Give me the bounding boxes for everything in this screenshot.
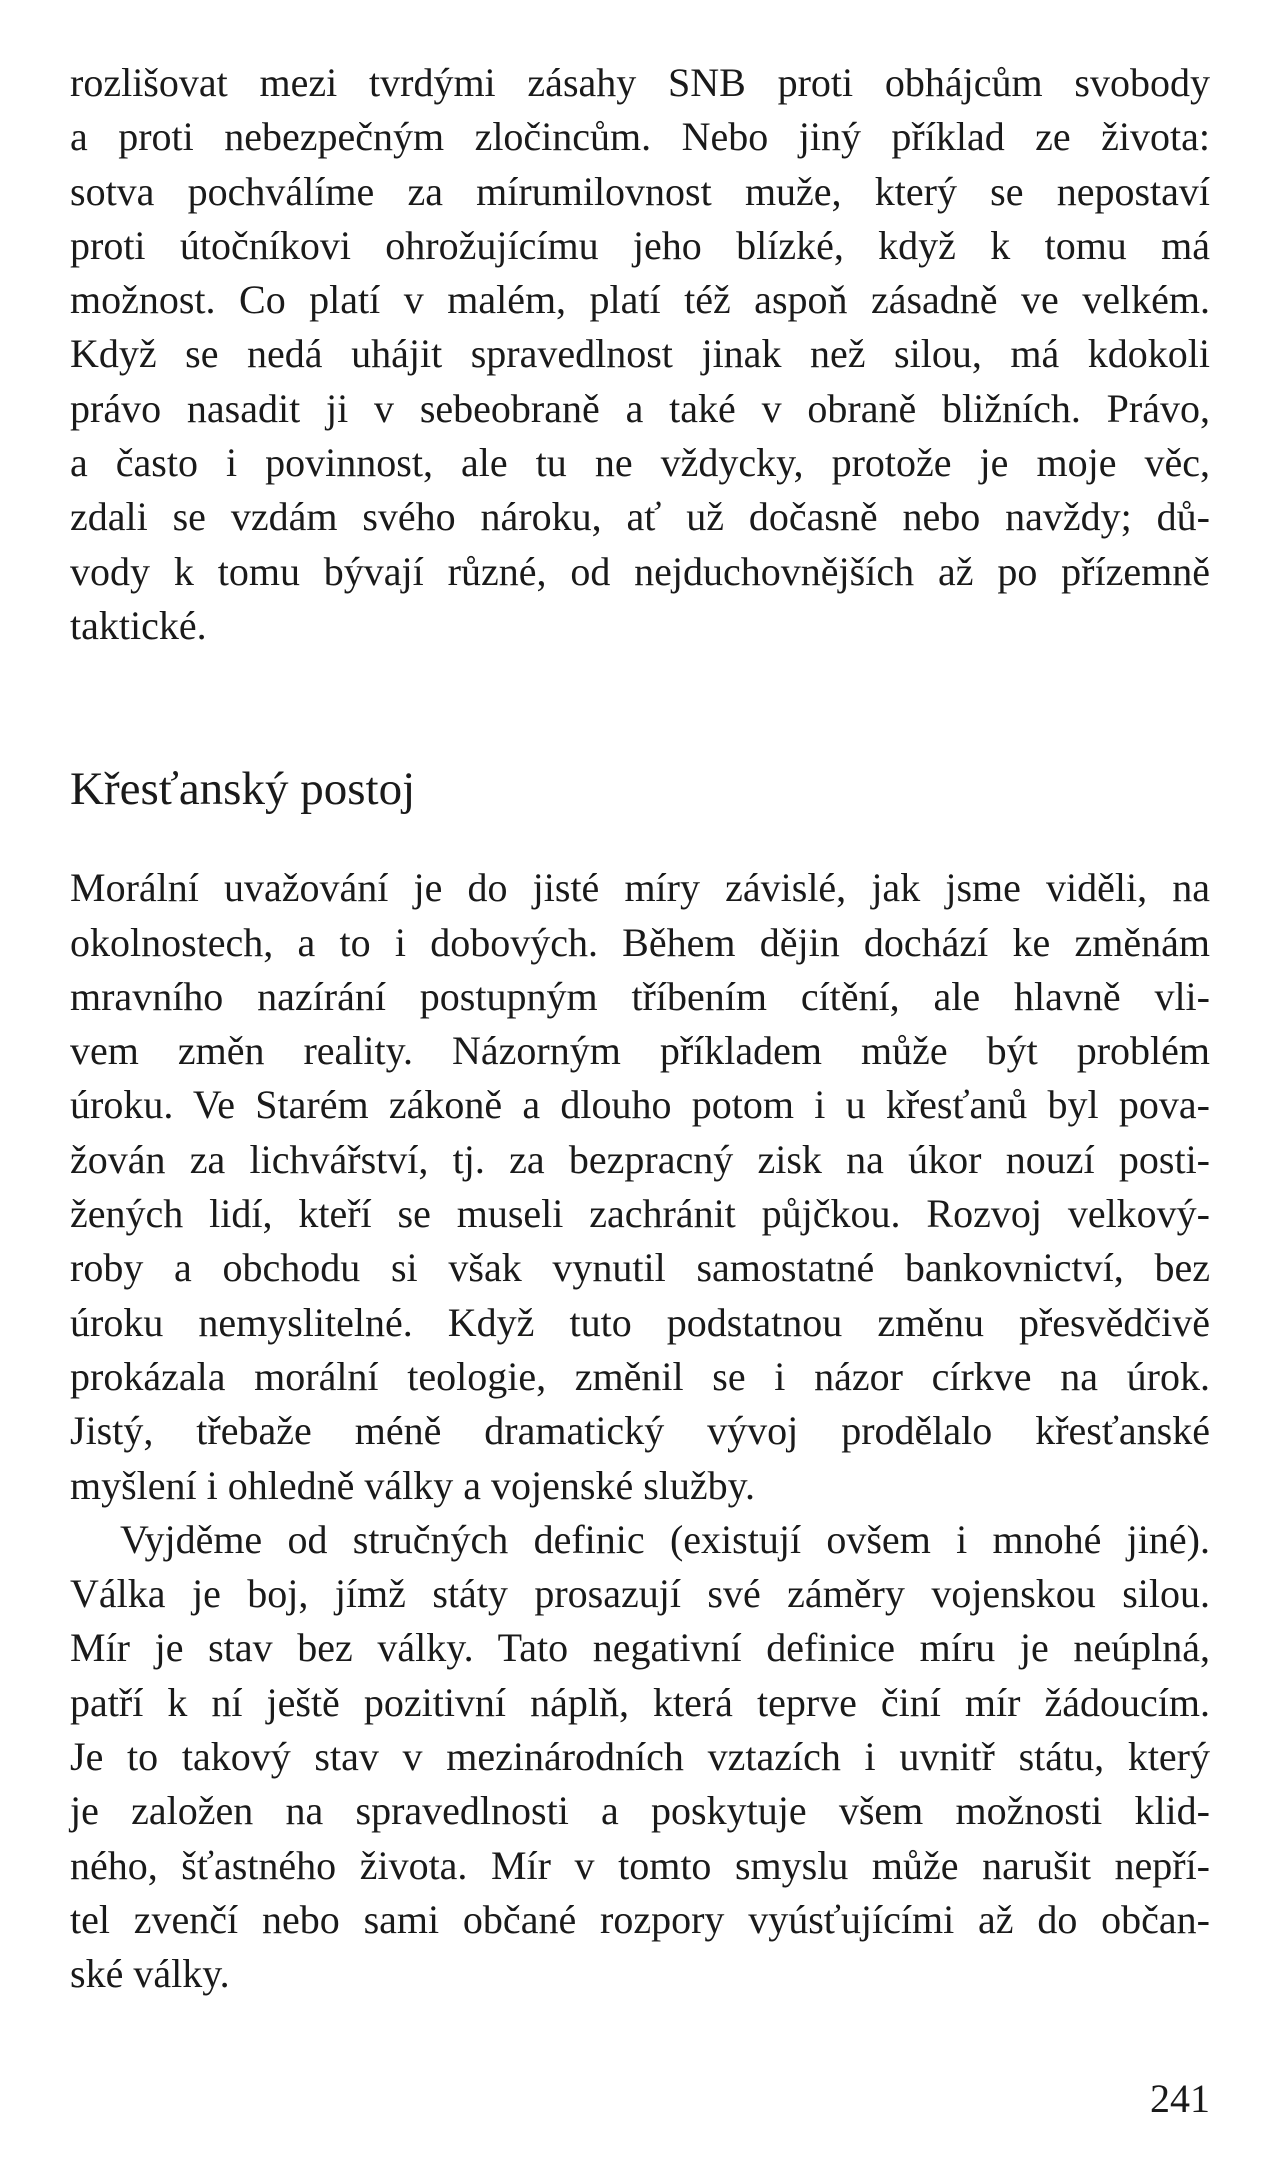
text-line: roby a obchodu si však vynutil samostatné bankovnictví, bez — [70, 1245, 1210, 1291]
text-line: Je to takový stav v mezinárodních vztazích i uvnitř státu, který — [70, 1734, 1210, 1780]
text-line: tel zvenčí nebo sami občané rozpory vyúsťujícími až do občan- — [70, 1896, 1210, 1942]
text-line: myšlení i ohledně války a vojenské služby. — [70, 1462, 756, 1508]
text-line: sotva pochválíme za mírumilovnost muže, který se nepostaví — [70, 168, 1210, 214]
text-line: vody k tomu bývají různé, od nejduchovnějších až po přízemně — [70, 548, 1210, 594]
paragraph-continued — [70, 56, 1210, 653]
book-page — [70, 56, 1210, 2002]
text-line: možnost. Co platí v malém, platí též aspoň zásadně ve velkém. — [70, 277, 1210, 323]
page-number: 241 — [1150, 2076, 1210, 2121]
text-line: rozlišovat mezi tvrdými zásahy SNB proti obhájcům svobody — [70, 60, 1210, 105]
text-line: žených lidí, kteří se museli zachránit půjčkou. Rozvoj velkový- — [70, 1191, 1210, 1237]
section-heading: Křesťanský postoj — [70, 763, 416, 816]
text-line: proti útočníkovi ohrožujícímu jeho blízké, když k tomu má — [70, 222, 1210, 268]
text-line: zdali se vzdám svého nároku, ať už dočasně nebo navždy; dů- — [70, 494, 1210, 540]
text-line: mravního nazírání postupným tříbením cítění, ale hlavně vli- — [70, 973, 1210, 1019]
text-line: Jistý, třebaže méně dramatický vývoj prodělalo křesťanské — [70, 1408, 1210, 1454]
text-line: Když se nedá uhájit spravedlnost jinak než silou, má kdokoli — [70, 331, 1210, 377]
text-line: Válka je boj, jímž státy prosazují své záměry vojenskou silou. — [70, 1571, 1210, 1617]
text-line: úroku. Ve Starém zákoně a dlouho potom i u křesťanů byl pova- — [70, 1082, 1210, 1128]
paragraph — [70, 1513, 1210, 2002]
text-line: prokázala morální teologie, změnil se i názor církve na úrok. — [70, 1353, 1210, 1399]
text-line: je založen na spravedlnosti a poskytuje všem možnosti klid- — [70, 1788, 1210, 1834]
text-line: a proti nebezpečným zločincům. Nebo jiný příklad ze života: — [70, 114, 1210, 160]
text-line: Mír je stav bez války. Tato negativní definice míru je neúplná, — [70, 1625, 1210, 1671]
text-line: okolnostech, a to i dobových. Během dějin dochází ke změnám — [70, 919, 1210, 965]
paragraph — [70, 861, 1210, 1513]
text-line: právo nasadit ji v sebeobraně a také v obraně bližních. Právo, — [70, 385, 1210, 431]
text-line: ské války. — [70, 1951, 230, 1997]
text-line: Morální uvažování je do jisté míry závislé, jak jsme viděli, na — [70, 865, 1210, 911]
text-line: vem změn reality. Názorným příkladem může být problém — [70, 1028, 1210, 1074]
text-line: ného, šťastného života. Mír v tomto smyslu může narušit nepří- — [70, 1842, 1210, 1888]
text-line: úroku nemyslitelné. Když tuto podstatnou změnu přesvědčivě — [70, 1299, 1210, 1345]
text-line: Vyjděme od stručných definic (existují ovšem i mnohé jiné). — [120, 1516, 1210, 1562]
text-line: žován za lichvářství, tj. za bezpracný zisk na úkor nouzí posti- — [70, 1136, 1210, 1182]
text-line: patří k ní ještě pozitivní náplň, která teprve činí mír žádoucím. — [70, 1679, 1210, 1725]
text-line: a často i povinnost, ale tu ne vždycky, protože je moje věc, — [70, 440, 1210, 486]
text-line: taktické. — [70, 602, 207, 648]
